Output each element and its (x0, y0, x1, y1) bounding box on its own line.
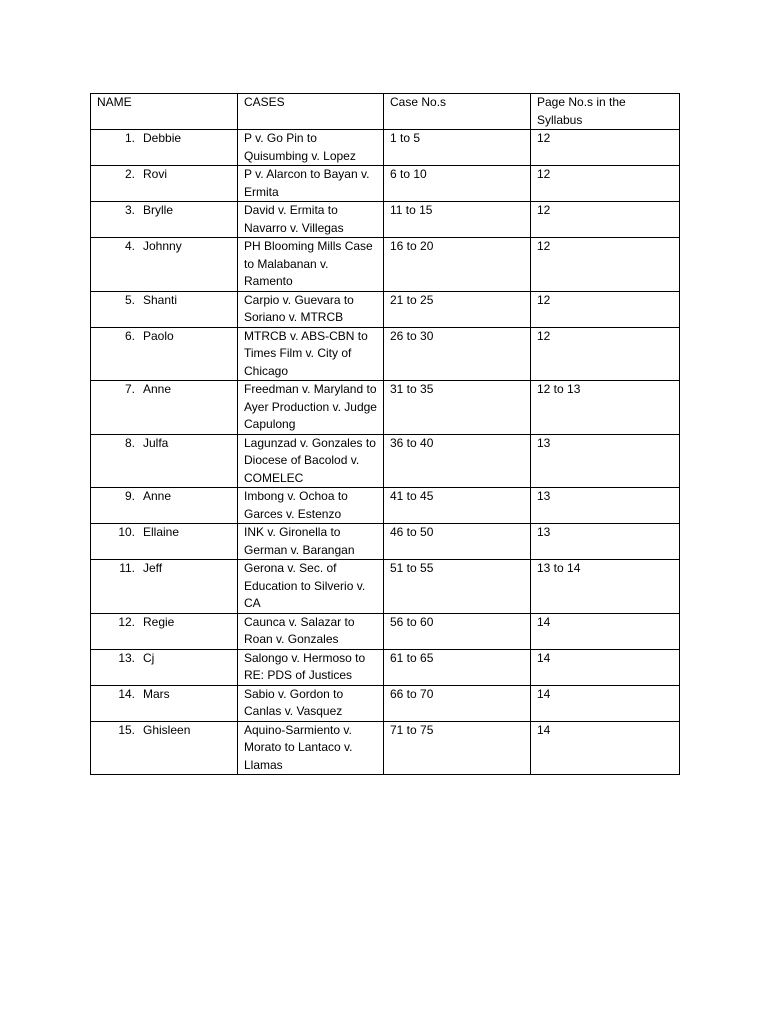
name-cell (91, 166, 238, 202)
cases-cell: PH Blooming Mills Case to Malabanan v. Ramento (238, 238, 384, 292)
name-cell (91, 685, 238, 721)
row-number: 12. (118, 614, 135, 629)
student-name: Mars (143, 686, 170, 701)
case-nos-cell: 61 to 65 (384, 649, 531, 685)
student-name: Shanti (143, 292, 178, 307)
name-cell (91, 202, 238, 238)
page-nos-cell: 12 (531, 202, 680, 238)
table-row (91, 202, 680, 238)
name-cell (91, 649, 238, 685)
header-page-nos: Page No.s in the Syllabus (531, 94, 680, 130)
row-number: 13. (118, 650, 135, 665)
case-nos-cell: 26 to 30 (384, 327, 531, 381)
table-row (91, 291, 680, 327)
cases-cell: Salongo v. Hermoso to RE: PDS of Justices (238, 649, 384, 685)
page-nos-cell: 14 (531, 721, 680, 775)
page-nos-cell: 13 (531, 488, 680, 524)
cases-cell: MTRCB v. ABS-CBN to Times Film v. City of Chicago (238, 327, 384, 381)
page-nos-cell: 12 (531, 327, 680, 381)
student-name: Rovi (143, 167, 168, 181)
cases-cell: Sabio v. Gordon to Canlas v. Vasquez (238, 685, 384, 721)
name-cell (91, 434, 238, 488)
page-nos-cell: 14 (531, 613, 680, 649)
case-nos-cell: 51 to 55 (384, 560, 531, 614)
header-row (91, 94, 680, 130)
row-number: 7. (124, 382, 135, 396)
page-nos-cell: 13 (531, 524, 680, 560)
case-nos-cell: 11 to 15 (384, 202, 531, 238)
name-cell (91, 327, 238, 381)
student-name: Brylle (143, 203, 174, 217)
row-number: 14. (118, 686, 135, 701)
row-number: 15. (118, 722, 135, 737)
student-name: Paolo (143, 328, 174, 343)
page-nos-cell: 12 (531, 291, 680, 327)
page-nos-cell: 14 (531, 649, 680, 685)
case-nos-cell: 71 to 75 (384, 721, 531, 775)
row-number: 10. (118, 525, 135, 539)
cases-cell: David v. Ermita to Navarro v. Villegas (238, 202, 384, 238)
row-number: 3. (124, 203, 135, 217)
case-nos-cell: 41 to 45 (384, 488, 531, 524)
header-case-nos: Case No.s (384, 94, 531, 130)
cases-cell: Freedman v. Maryland to Ayer Production v. Judge Capulong (238, 381, 384, 435)
table-row (91, 524, 680, 560)
row-number: 2. (124, 167, 135, 181)
name-cell (91, 488, 238, 524)
cases-cell: Caunca v. Salazar to Roan v. Gonzales (238, 613, 384, 649)
page-nos-cell: 12 (531, 238, 680, 292)
student-name: Jeff (143, 561, 163, 575)
table-row (91, 685, 680, 721)
case-nos-cell: 1 to 5 (384, 130, 531, 166)
table-row (91, 381, 680, 435)
table-row (91, 649, 680, 685)
student-name: Regie (143, 614, 175, 629)
row-number: 11. (119, 561, 135, 575)
case-nos-cell: 16 to 20 (384, 238, 531, 292)
row-number: 6. (124, 328, 135, 343)
cases-cell: P v. Go Pin to Quisumbing v. Lopez (238, 130, 384, 166)
row-number: 4. (124, 239, 135, 253)
name-cell (91, 381, 238, 435)
page-nos-cell: 12 to 13 (531, 381, 680, 435)
student-name: Anne (143, 489, 172, 503)
row-number: 9. (124, 489, 135, 503)
case-nos-cell: 31 to 35 (384, 381, 531, 435)
case-nos-cell: 46 to 50 (384, 524, 531, 560)
row-number: 8. (124, 435, 135, 450)
table-row (91, 238, 680, 292)
name-cell (91, 524, 238, 560)
cases-cell: INK v. Gironella to German v. Barangan (238, 524, 384, 560)
student-name: Anne (143, 382, 172, 396)
student-name: Debbie (143, 131, 182, 145)
table-row (91, 130, 680, 166)
case-assignment-table (90, 93, 680, 775)
table-row (91, 166, 680, 202)
table-row (91, 560, 680, 614)
name-cell (91, 291, 238, 327)
case-nos-cell: 6 to 10 (384, 166, 531, 202)
name-cell (91, 613, 238, 649)
cases-cell: Imbong v. Ochoa to Garces v. Estenzo (238, 488, 384, 524)
student-name: Ghisleen (143, 722, 191, 737)
cases-cell: Carpio v. Guevara to Soriano v. MTRCB (238, 291, 384, 327)
name-cell (91, 130, 238, 166)
row-number: 5. (124, 292, 135, 307)
table-row (91, 721, 680, 775)
table-row (91, 434, 680, 488)
student-name: Ellaine (143, 525, 180, 539)
header-name: NAME (91, 94, 238, 130)
case-nos-cell: 56 to 60 (384, 613, 531, 649)
case-nos-cell: 66 to 70 (384, 685, 531, 721)
cases-cell: Lagunzad v. Gonzales to Diocese of Bacolod v. COMELEC (238, 434, 384, 488)
name-cell (91, 238, 238, 292)
page-nos-cell: 13 to 14 (531, 560, 680, 614)
page-nos-cell: 14 (531, 685, 680, 721)
page-nos-cell: 12 (531, 130, 680, 166)
case-nos-cell: 21 to 25 (384, 291, 531, 327)
table-row (91, 327, 680, 381)
table-row (91, 488, 680, 524)
student-name: Cj (143, 650, 155, 665)
page-nos-cell: 13 (531, 434, 680, 488)
student-name: Johnny (143, 239, 182, 253)
name-cell (91, 560, 238, 614)
row-number: 1. (124, 131, 135, 145)
page-nos-cell: 12 (531, 166, 680, 202)
name-cell (91, 721, 238, 775)
cases-cell: Aquino-Sarmiento v. Morato to Lantaco v. Llamas (238, 721, 384, 775)
student-name: Julfa (143, 435, 169, 450)
cases-cell: P v. Alarcon to Bayan v. Ermita (238, 166, 384, 202)
header-cases: CASES (238, 94, 384, 130)
table-row (91, 613, 680, 649)
case-nos-cell: 36 to 40 (384, 434, 531, 488)
cases-cell: Gerona v. Sec. of Education to Silverio v. CA (238, 560, 384, 614)
